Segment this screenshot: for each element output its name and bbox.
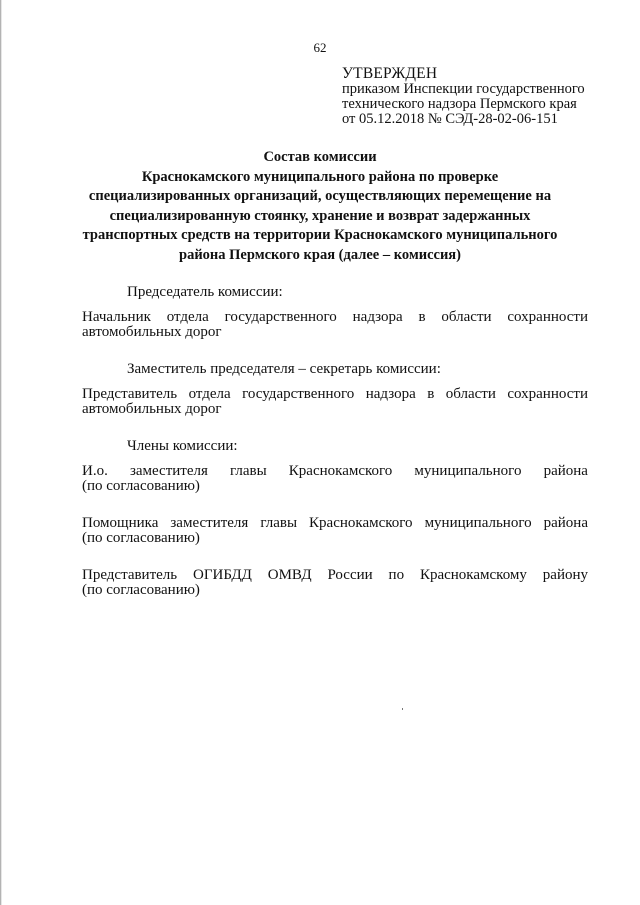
word: в [427,386,435,402]
approval-line: от 05.12.2018 № СЭД-28-02-06-151 [342,111,558,127]
approval-line: приказом Инспекции государственного [342,81,585,97]
chairman-entry [82,310,588,340]
entry-line: автомобильных дорог [82,401,222,417]
entry-line [82,387,588,402]
entry-line: (по согласованию) [82,478,200,494]
scan-speck [402,708,403,710]
word: сохранности [507,309,588,325]
entry-line [82,310,588,325]
word: по [388,567,405,583]
word: И.о. [82,463,108,479]
word: ОГИБДД [193,567,252,583]
title-line: транспортных средств на территории Краснокамского муниципального [82,227,558,243]
word: ОМВД [267,567,312,583]
member-entry [82,568,588,598]
word: муниципального [424,515,532,531]
entry-line [82,516,588,531]
word: района [543,515,588,531]
entry-line: (по согласованию) [82,530,200,546]
title-line: специализированную стоянку, хранение и возврат задержанных [109,207,531,224]
title-line: Состав комиссии [263,149,377,165]
word: главы [260,515,298,531]
word: Начальник [82,309,151,325]
word: отдела [166,309,209,325]
word: государственного [242,386,355,402]
document-title [60,148,580,265]
title-line: района Пермского края (далее – комиссия) [179,246,461,263]
word: надзора [352,309,403,325]
word: Краснокамского [309,515,413,531]
word: района [543,463,588,479]
approval-stamp [342,66,612,127]
member-entry [82,464,588,494]
word: отдела [188,386,231,402]
word: Краснокамскому [419,567,527,583]
word: государственного [224,309,337,325]
entry-line [82,568,588,583]
word: сохранности [507,386,588,402]
word: заместителя [129,463,208,479]
word: в [418,309,426,325]
entry-line: автомобильных дорог [82,324,222,340]
entry-line [82,464,588,479]
word: району [542,567,588,583]
entry-line: (по согласованию) [82,582,200,598]
page-number: 62 [313,40,327,55]
word: области [441,309,492,325]
word: Представитель [82,567,178,583]
page-edge-shadow [0,0,2,905]
word: надзора [365,386,416,402]
word: заместителя [170,515,249,531]
members-heading: Члены комиссии: [127,438,238,454]
deputy-entry [82,387,588,417]
title-line: Краснокамского муниципального района по проверке [141,168,499,185]
deputy-heading: Заместитель председателя – секретарь комиссии: [127,361,441,377]
word: муниципального [414,463,522,479]
word: Помощника [82,515,159,531]
title-line: специализированных организаций, осуществляющих перемещение на [88,188,552,204]
word: России [327,567,373,583]
member-entry [82,516,588,546]
word: главы [229,463,267,479]
chairman-heading: Председатель комиссии: [127,284,283,300]
word: Краснокамского [288,463,393,479]
word: Представитель [82,386,178,402]
approval-title: УТВЕРЖДЕН [342,65,438,82]
word: области [445,386,496,402]
approval-line: технического надзора Пермского края [342,96,577,112]
